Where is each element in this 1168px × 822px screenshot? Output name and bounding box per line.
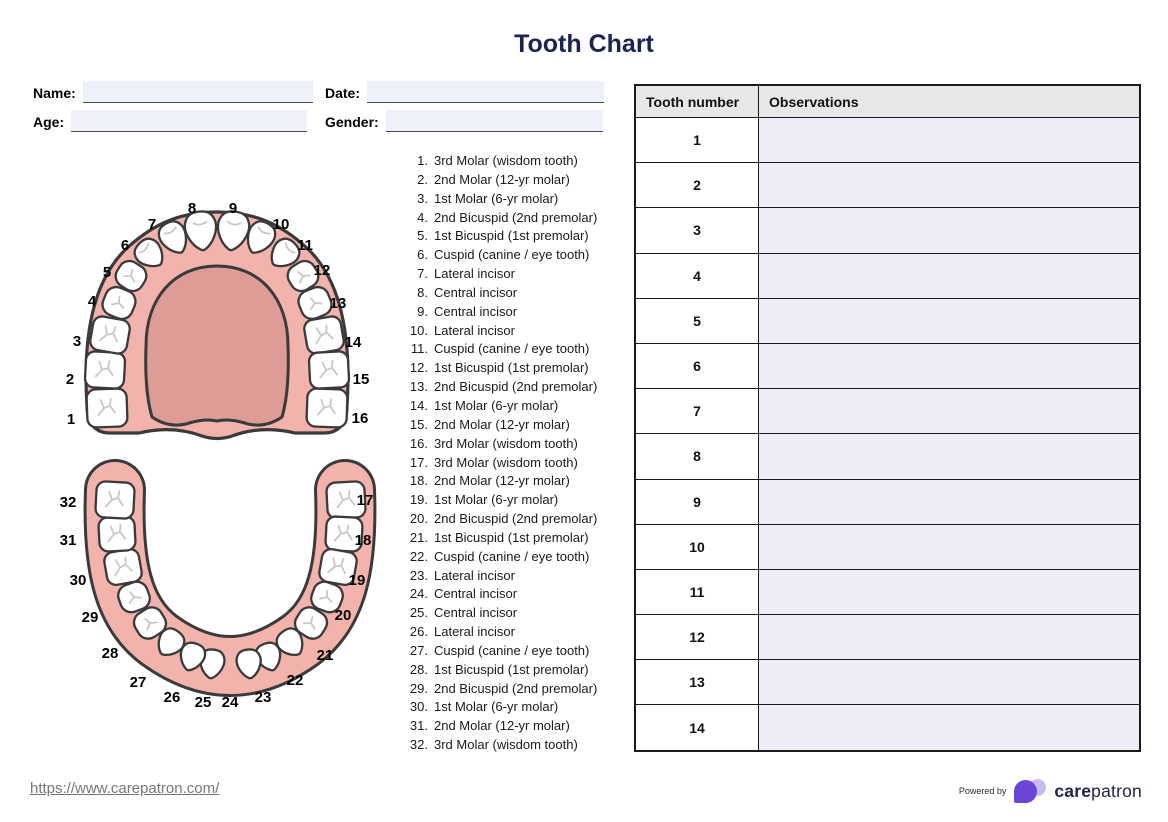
table-row [635, 389, 1140, 434]
tooth-number-label-17: 17 [356, 492, 374, 509]
table-row [635, 118, 1140, 163]
tooth-list-item: 16. 3rd Molar (wisdom tooth) [409, 435, 578, 451]
tooth-number-cell: 10 [635, 524, 759, 569]
tooth-list-item: 32. 3rd Molar (wisdom tooth) [409, 737, 578, 753]
tooth-list-item: 10. Lateral incisor [409, 322, 515, 338]
tooth-list-item: 20. 2nd Bicuspid (2nd premolar) [409, 511, 598, 527]
carepatron-logo-icon [1014, 778, 1048, 804]
tooth-list-item: 19. 1st Molar (6-yr molar) [409, 492, 559, 508]
tooth-number-label-23: 23 [254, 689, 272, 706]
tooth-list-item: 21. 1st Bicuspid (1st premolar) [409, 529, 589, 545]
tooth-number-cell: 6 [635, 343, 759, 388]
observations-header: Observations [759, 85, 1141, 118]
tooth-number-label-32: 32 [59, 494, 77, 511]
tooth-number-label-16: 16 [351, 410, 369, 427]
tooth-list-item: 26. Lateral incisor [409, 624, 515, 640]
gender-field[interactable] [325, 109, 603, 132]
table-row [635, 163, 1140, 208]
tooth-list-item: 15. 2nd Molar (12-yr molar) [409, 416, 570, 432]
name-field[interactable] [33, 80, 313, 103]
tooth-number-cell: 11 [635, 569, 759, 614]
tooth-number-label-25: 25 [194, 694, 212, 711]
observation-cell[interactable] [759, 660, 1141, 705]
tooth-number-label-24: 24 [221, 694, 239, 711]
table-row [635, 434, 1140, 479]
tooth-number-label-7: 7 [147, 216, 157, 233]
observation-cell[interactable] [759, 253, 1141, 298]
table-row [635, 705, 1140, 751]
page-title: Tooth Chart [514, 30, 654, 58]
tooth-shape-30 [103, 548, 143, 587]
tooth-number-label-31: 31 [59, 532, 77, 549]
tooth-list-item: 17. 3rd Molar (wisdom tooth) [409, 454, 578, 470]
tooth-number-label-14: 14 [344, 334, 362, 351]
tooth-shape-1 [86, 388, 127, 427]
tooth-list-item: 27. Cuspid (canine / eye tooth) [409, 642, 590, 658]
dental-arch-diagram [30, 195, 420, 720]
tooth-number-label-3: 3 [72, 333, 82, 350]
tooth-number-cell: 3 [635, 208, 759, 253]
tooth-number-cell: 12 [635, 615, 759, 660]
tooth-number-label-29: 29 [81, 609, 99, 626]
date-field[interactable] [325, 80, 604, 103]
tooth-list-item: 12. 1st Bicuspid (1st premolar) [409, 360, 589, 376]
table-row [635, 615, 1140, 660]
powered-by-label: Powered by [958, 786, 1007, 796]
observation-cell[interactable] [759, 163, 1141, 208]
observation-cell[interactable] [759, 298, 1141, 343]
tooth-number-label-30: 30 [69, 572, 87, 589]
name-label: Name: [33, 85, 76, 101]
tooth-list-item: 7. Lateral incisor [417, 266, 515, 282]
tooth-list-item: 14. 1st Molar (6-yr molar) [409, 397, 559, 413]
tooth-list-item: 24. Central incisor [409, 586, 518, 602]
tooth-number-label-6: 6 [120, 237, 130, 254]
tooth-list-item: 23. Lateral incisor [409, 567, 515, 583]
tooth-number-cell: 14 [635, 705, 759, 751]
carepatron-wordmark: carepatron [1054, 780, 1142, 801]
tooth-number-label-1: 1 [66, 411, 76, 428]
tooth-number-label-2: 2 [65, 371, 75, 388]
tooth-list-item: 28. 1st Bicuspid (1st premolar) [409, 661, 589, 677]
tooth-number-label-15: 15 [352, 371, 370, 388]
tooth-number-label-19: 19 [348, 572, 366, 589]
tooth-shape-3 [89, 315, 131, 355]
table-row [635, 569, 1140, 614]
tooth-list-item: 9. Central incisor [417, 303, 518, 319]
table-row [635, 343, 1140, 388]
gender-input[interactable] [386, 110, 603, 132]
tooth-number-cell: 5 [635, 298, 759, 343]
tooth-list-item: 2. 2nd Molar (12-yr molar) [417, 171, 570, 187]
age-label: Age: [33, 114, 65, 130]
tooth-list-item: 31. 2nd Molar (12-yr molar) [409, 718, 570, 734]
observation-cell[interactable] [759, 615, 1141, 660]
tooth-shape-31 [98, 516, 136, 552]
tooth-list-item: 6. Cuspid (canine / eye tooth) [417, 247, 590, 263]
table-row [635, 660, 1140, 705]
tooth-list-item: 4. 2nd Bicuspid (2nd premolar) [417, 209, 598, 225]
tooth-number-cell: 13 [635, 660, 759, 705]
powered-by-badge [959, 778, 1142, 804]
tooth-number-label-27: 27 [129, 674, 147, 691]
table-header-row [635, 85, 1140, 118]
tooth-list-item: 30. 1st Molar (6-yr molar) [409, 699, 559, 715]
tooth-number-label-26: 26 [163, 689, 181, 706]
tooth-number-label-4: 4 [87, 293, 97, 310]
tooth-shape-14 [303, 315, 345, 355]
observation-cell[interactable] [759, 434, 1141, 479]
date-input[interactable] [367, 81, 604, 103]
tooth-list-item: 8. Central incisor [417, 284, 518, 300]
tooth-shape-16 [306, 388, 347, 427]
carepatron-link[interactable]: https://www.carepatron.com/ [30, 780, 220, 797]
tooth-number-header: Tooth number [635, 85, 759, 118]
tooth-list-item: 1. 3rd Molar (wisdom tooth) [417, 153, 578, 168]
observation-cell[interactable] [759, 389, 1141, 434]
tooth-number-label-9: 9 [228, 200, 238, 217]
tooth-number-label-8: 8 [187, 200, 197, 217]
tooth-list-item: 25. Central incisor [409, 605, 518, 621]
tooth-number-cell: 9 [635, 479, 759, 524]
tooth-number-label-22: 22 [286, 672, 304, 689]
palate [146, 266, 289, 425]
observation-cell[interactable] [759, 208, 1141, 253]
tooth-list-item: 18. 2nd Molar (12-yr molar) [409, 473, 570, 489]
table-row [635, 298, 1140, 343]
age-field[interactable] [33, 109, 307, 132]
tooth-list-item: 13. 2nd Bicuspid (2nd premolar) [409, 379, 598, 395]
observation-cell[interactable] [759, 569, 1141, 614]
tooth-list-item: 3. 1st Molar (6-yr molar) [417, 190, 559, 206]
date-label: Date: [325, 85, 361, 101]
tooth-shape-32 [95, 481, 135, 519]
tooth-number-label-20: 20 [334, 607, 352, 624]
tooth-number-cell: 2 [635, 163, 759, 208]
observation-cell[interactable] [759, 705, 1141, 751]
tooth-number-label-10: 10 [272, 216, 290, 233]
tooth-number-label-18: 18 [354, 532, 372, 549]
tooth-shape-2 [85, 351, 126, 389]
tooth-list-item: 29. 2nd Bicuspid (2nd premolar) [409, 680, 598, 696]
tooth-number-label-11: 11 [297, 237, 313, 254]
tooth-list-item: 22. Cuspid (canine / eye tooth) [409, 548, 590, 564]
observations-table [634, 84, 1141, 752]
tooth-name-list [404, 152, 597, 755]
table-row [635, 479, 1140, 524]
table-row [635, 253, 1140, 298]
tooth-number-label-28: 28 [101, 645, 119, 662]
tooth-number-label-13: 13 [329, 295, 347, 312]
tooth-number-label-5: 5 [102, 264, 112, 281]
tooth-number-cell: 7 [635, 389, 759, 434]
tooth-number-label-12: 12 [313, 262, 331, 279]
age-input[interactable] [71, 110, 307, 132]
observation-cell[interactable] [759, 524, 1141, 569]
tooth-number-label-21: 21 [316, 647, 334, 664]
observation-cell[interactable] [759, 118, 1141, 163]
tooth-number-cell: 4 [635, 253, 759, 298]
gender-label: Gender: [325, 114, 379, 130]
observation-cell[interactable] [759, 479, 1141, 524]
tooth-list-item: 5. 1st Bicuspid (1st premolar) [417, 228, 589, 244]
tooth-number-cell: 1 [635, 118, 759, 163]
name-input[interactable] [83, 81, 313, 103]
table-row [635, 208, 1140, 253]
tooth-number-cell: 8 [635, 434, 759, 479]
observation-cell[interactable] [759, 343, 1141, 388]
tooth-shape-15 [309, 351, 350, 389]
tooth-list-item: 11. Cuspid (canine / eye tooth) [410, 341, 590, 357]
table-row [635, 524, 1140, 569]
